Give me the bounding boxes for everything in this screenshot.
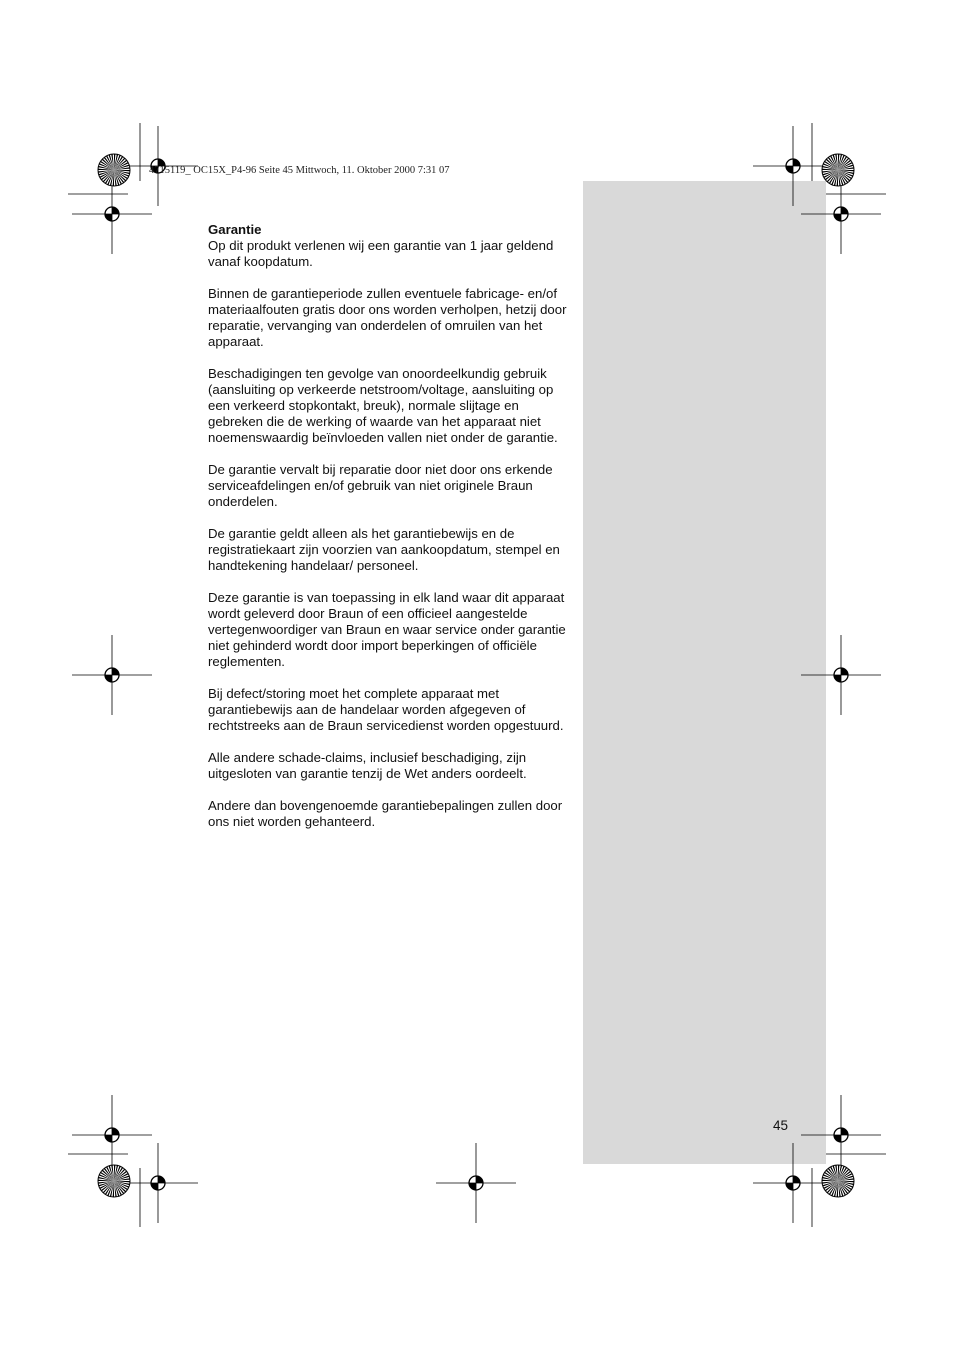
paragraph: De garantie geldt alleen als het garantiebewijs en de registratiekaart zijn voorzien van aankoopdatum, stempel en handtekening handelaar/ personeel. [208,526,560,573]
paragraph: Alle andere schade-claims, inclusief beschadiging, zijn uitgesloten van garantie tenzij de Wet anders oordeelt. [208,750,527,781]
paragraph: Deze garantie is van toepassing in elk land waar dit apparaat wordt geleverd door Braun of een officieel aangestelde vertegenwoordiger van Braun en waar service onder garantie niet gehinderd wordt door import beperkingen of officiële reglementen. [208,590,566,669]
page-number: 45 [773,1118,789,1133]
print-header: 4715119_ OC15X_P4-96 Seite 45 Mittwoch, 11. Oktober 2000 7:31 07 [149,165,450,176]
section-title: Garantie [208,222,262,237]
paragraph: Op dit produkt verlenen wij een garantie van 1 jaar geldend vanaf koopdatum. [208,238,554,269]
paragraph: Binnen de garantieperiode zullen eventuele fabricage- en/of materiaalfouten gratis door ons worden verholpen, hetzij door reparatie, vervanging van onderdelen of omruilen van het apparaat. [208,286,567,349]
paragraph: Bij defect/storing moet het complete apparaat met garantiebewijs aan de handelaar worden afgegeven of rechtstreeks aan de Braun servicedienst worden opgestuurd. [208,686,564,733]
paragraph: De garantie vervalt bij reparatie door niet door ons erkende serviceafdelingen en/of gebruik van niet originele Braun onderdelen. [208,462,553,509]
paragraph: Andere dan bovengenoemde garantiebepalingen zullen door ons niet worden gehanteerd. [208,798,563,829]
paragraph: Beschadigingen ten gevolge van onoordeelkundig gebruik (aansluiting op verkeerde netstroom/voltage, aansluiting op een verkeerd stopkontakt, breuk), normale slijtage en gebreken die de werking of waarde van het apparaat niet noemenswaardig beïnvloeden vallen niet onder de garantie. [208,366,558,445]
guarantee-section [208,222,570,846]
